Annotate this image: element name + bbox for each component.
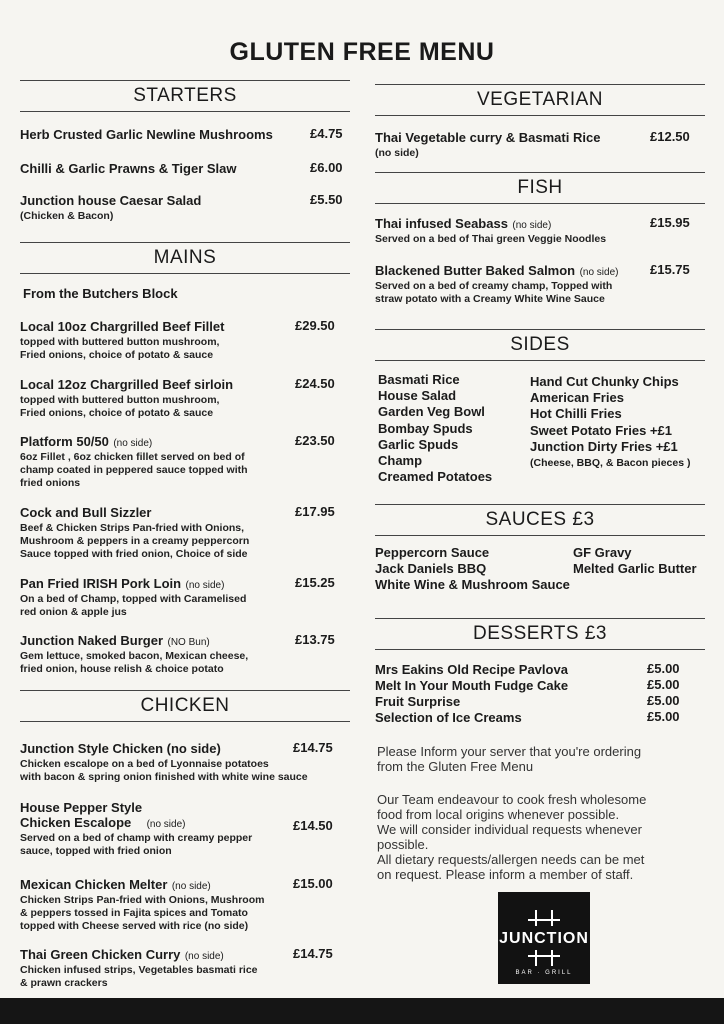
sauces-list-2 [573,545,697,577]
item-description: Served on a bed of creamy champ, Topped with straw potato with a Creamy White Wine Sauce [375,280,613,305]
item-name: House Pepper Style Chicken Escalope [20,800,143,830]
logo-word: JUNCTION [499,930,589,947]
section-heading-starters: STARTERS [20,80,350,112]
item-name: Mrs Eakins Old Recipe Pavlova [375,662,568,677]
list-item: GF Gravy [573,545,632,560]
item-note: (no side) [184,951,224,962]
item-name: Junction Naked Burger [20,633,164,648]
item-name: Chilli & Garlic Prawns & Tiger Slaw [20,161,237,176]
section-heading-vegetarian: VEGETARIAN [375,84,705,116]
item-name: Pan Fried IRISH Pork Loin [20,576,182,591]
menu-item [375,129,705,160]
menu-item [375,709,705,727]
item-note: (no side) [579,267,619,278]
item-note: (no side) [512,220,552,231]
item-name: Thai Green Chicken Curry [20,947,181,962]
footer-bar [0,998,724,1024]
section-heading-sauces: SAUCES £3 [375,504,705,536]
list-item: Jack Daniels BBQ [375,561,487,577]
list-item: Peppercorn Sauce [375,545,490,560]
menu-item [20,740,350,784]
item-name: Selection of Ice Creams [375,710,522,725]
item-price: £24.50 [295,376,335,391]
item-description: Served on a bed of Thai green Veggie Noodles [375,233,607,245]
item-note: (no side) [146,819,186,830]
list-item: American Fries [530,390,624,406]
item-price: £14.75 [293,946,333,961]
item-note: (no side) [113,438,153,449]
item-description: topped with buttered button mushroom, Fried onions, choice of potato & sauce [20,336,220,361]
item-price: £4.75 [310,126,343,141]
menu-item [20,876,350,933]
section-heading-mains: MAINS [20,242,350,274]
list-item: White Wine & Mushroom Sauce [375,577,570,593]
menu-item [20,318,350,362]
item-price: £14.75 [293,740,333,755]
section-heading-chicken: CHICKEN [20,690,350,722]
item-name: Thai infused Seabass [375,216,508,231]
item-description: Served on a bed of champ with creamy pepper sauce, topped with fried onion [20,832,253,857]
dietary-notice: Our Team endeavour to cook fresh wholesome food from local origins whenever possible. We will consider individual requests whenever possible. All dietary requests/allergen needs can be met on request. Please inform a member of staff. [377,792,647,882]
item-name: Blackened Butter Baked Salmon [375,263,576,278]
item-price: £5.00 [647,677,680,692]
menu-item [375,215,705,246]
gluten-free-notice: Please Inform your server that you're ordering from the Gluten Free Menu [377,744,642,774]
list-item: Sweet Potato Fries +£1 [530,422,672,438]
item-price: £12.50 [650,129,690,144]
menu-item [20,160,350,178]
item-price: £17.95 [295,504,335,519]
logo-subtitle: BAR · GRILL [515,970,573,976]
sides-list-1 [378,372,492,485]
menu-item [20,433,350,490]
item-description: (Chicken & Bacon) [20,210,114,222]
menu-title: GLUTEN FREE MENU [229,38,495,66]
menu-item [20,504,350,561]
list-item: Creamed Potatoes [378,469,493,485]
menu-item [20,376,350,420]
item-name: Local 12oz Chargrilled Beef sirloin [20,377,234,392]
item-name: Fruit Surprise [375,694,461,709]
item-price: £5.00 [647,709,680,724]
list-item-note: (Cheese, BBQ, & Bacon pieces ) [530,457,691,470]
menu-item [20,575,350,619]
item-price: £14.50 [293,818,333,833]
list-item: Basmati Rice [378,372,460,387]
item-name: Platform 50/50 [20,434,109,449]
item-description: Chicken infused strips, Vegetables basmati rice & prawn crackers [20,964,258,989]
item-price: £15.95 [650,215,690,230]
item-name: Herb Crusted Garlic Newline Mushrooms [20,127,273,142]
item-description: 6oz Fillet , 6oz chicken fillet served on bed of champ coated in peppered sauce topped with fried onions [20,451,248,489]
sides-list-2 [530,374,690,471]
menu-item [375,262,705,306]
list-item: Bombay Spuds [378,420,473,436]
item-price: £5.50 [310,192,343,207]
item-note: (NO Bun) [167,637,210,648]
item-price: £5.00 [647,661,680,676]
section-heading-fish: FISH [375,172,705,204]
item-name: Thai Vegetable curry & Basmati Rice [375,130,601,145]
item-name: Cock and Bull Sizzler [20,505,152,520]
junction-logo [498,892,590,984]
sauces-list-1 [375,545,570,594]
item-price: £6.00 [310,160,343,175]
item-price: £15.00 [293,876,333,891]
menu-item [20,126,350,144]
item-description: Beef & Chicken Strips Pan-fried with Onions, Mushroom & peppers in a creamy peppercorn Sauce topped with fried onion, Choice of side [20,522,250,560]
item-name: Junction Style Chicken (no side) [20,741,221,756]
list-item: Melted Garlic Butter [573,561,697,577]
list-item: Garden Veg Bowl [378,404,485,420]
list-item: Champ [378,453,423,469]
list-item: Garlic Spuds [378,436,459,452]
list-item: Hand Cut Chunky Chips [530,374,679,389]
item-description: topped with buttered button mushroom, Fried onions, choice of potato & sauce [20,394,220,419]
item-price: £13.75 [295,632,335,647]
list-item: House Salad [378,388,457,404]
mains-subheading: From the Butchers Block [23,286,178,301]
menu-item [20,192,350,223]
item-price: £23.50 [295,433,335,448]
list-item: Hot Chilli Fries [530,406,622,422]
item-name: Local 10oz Chargrilled Beef Fillet [20,319,225,334]
item-name: Junction house Caesar Salad [20,193,202,208]
item-price: £15.25 [295,575,335,590]
item-price: £15.75 [650,262,690,277]
item-description: On a bed of Champ, topped with Caramelised red onion & apple jus [20,593,247,618]
item-note: (no side) [185,580,225,591]
menu-item [20,800,350,858]
list-item: Junction Dirty Fries +£1 [530,438,678,454]
section-heading-desserts: DESSERTS £3 [375,618,705,650]
item-name: Melt In Your Mouth Fudge Cake [375,678,569,693]
item-description: Chicken escalope on a bed of Lyonnaise potatoes with bacon & spring onion finished with white wine sauce [20,758,308,783]
menu-item [20,632,350,676]
item-description: (no side) [375,147,419,159]
item-price: £29.50 [295,318,335,333]
item-description: Gem lettuce, smoked bacon, Mexican cheese, fried onion, house relish & choice potato [20,650,249,675]
item-price: £5.00 [647,693,680,708]
item-description: Chicken Strips Pan-fried with Onions, Mushroom & peppers tossed in Fajita spices and Tomato topped with Cheese served with rice (no side) [20,894,265,932]
item-name: Mexican Chicken Melter [20,877,168,892]
item-note: (no side) [171,881,211,892]
section-heading-sides: SIDES [375,329,705,361]
menu-item [20,946,350,990]
